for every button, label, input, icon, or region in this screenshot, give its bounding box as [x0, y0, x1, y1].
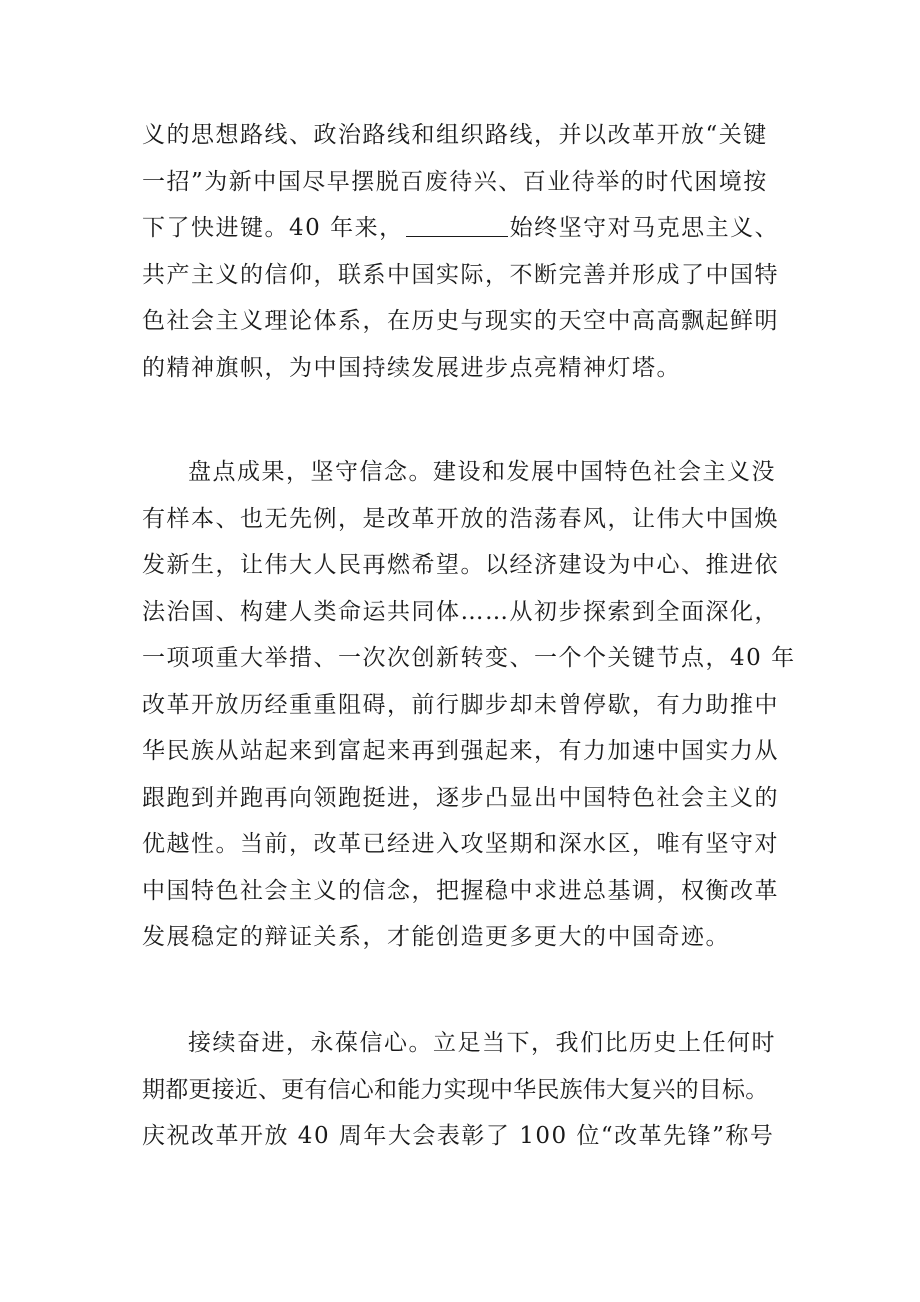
- paragraph-1-line-3: [142, 205, 782, 252]
- paragraph-1-line-3-before-blank: 下了快进键。40 年来，: [142, 215, 404, 241]
- paragraph-2-line-9: 优越性。当前，改革已经进入攻坚期和深水区，唯有坚守对: [142, 831, 779, 857]
- paragraph-2-line-4: 法治国、构建人类命运共同体……从初步探索到全面深化，: [142, 598, 779, 625]
- paragraph-1-line-6: 的精神旗帜，为中国持续发展进步点亮精神灯塔。: [142, 354, 681, 381]
- fill-in-blank: [406, 214, 508, 237]
- paragraph-1: [142, 112, 782, 391]
- paragraph-2-line-7: 华民族从站起来到富起来再到强起来，有力加速中国实力从: [142, 738, 779, 764]
- paragraph-2-line-3: 发新生，让伟大人民再燃希望。以经济建设为中心、推进依: [142, 552, 779, 578]
- paragraph-2-line-1: 盘点成果，坚守信念。建设和发展中国特色社会主义没: [188, 459, 776, 485]
- paragraph-2-line-8: 跟跑到并跑再向领跑挺进，逐步凸显出中国特色社会主义的: [142, 784, 779, 811]
- paragraph-3: [142, 1020, 782, 1160]
- paragraph-3-line-2: 期都更接近、更有信心和能力实现中华民族伟大复兴的目标。: [142, 1076, 769, 1103]
- paragraph-3-line-1: 接续奋进，永葆信心。立足当下，我们比历史上任何时: [188, 1030, 776, 1056]
- paragraph-3-line-3: 庆祝改革开放 40 周年大会表彰了 100 位“改革先锋”称号: [142, 1123, 775, 1149]
- paragraph-2-line-10: 中国特色社会主义的信念，把握稳中求进总基调，权衡改革: [142, 877, 779, 904]
- paragraph-1-line-4: 共产主义的信仰，联系中国实际，不断完善并形成了中国特: [142, 261, 779, 288]
- paragraph-1-line-3-after-blank: 始终坚守对马克思主义、: [509, 215, 780, 241]
- paragraph-2: [142, 449, 796, 961]
- paragraph-2-line-5: 一项项重大举措、一次次创新转变、一个个关键节点，40 年: [142, 645, 796, 671]
- paragraph-1-line-5: 色社会主义理论体系，在历史与现实的天空中高高飘起鲜明: [142, 308, 779, 334]
- paragraph-2-line-6: 改革开放历经重重阻碍，前行脚步却未曾停歇，有力助推中: [142, 691, 779, 718]
- paragraph-2-line-11: 发展稳定的辩证关系，才能创造更多更大的中国奇迹。: [142, 924, 730, 950]
- paragraph-1-line-2: 一招”为新中国尽早摆脱百废待兴、百业待举的时代困境按: [142, 168, 768, 195]
- paragraph-2-line-2: 有样本、也无先例，是改革开放的浩荡春风，让伟大中国焕: [142, 505, 779, 532]
- paragraph-1-line-1: 义的思想路线、政治路线和组织路线，并以改革开放“关键: [142, 122, 768, 148]
